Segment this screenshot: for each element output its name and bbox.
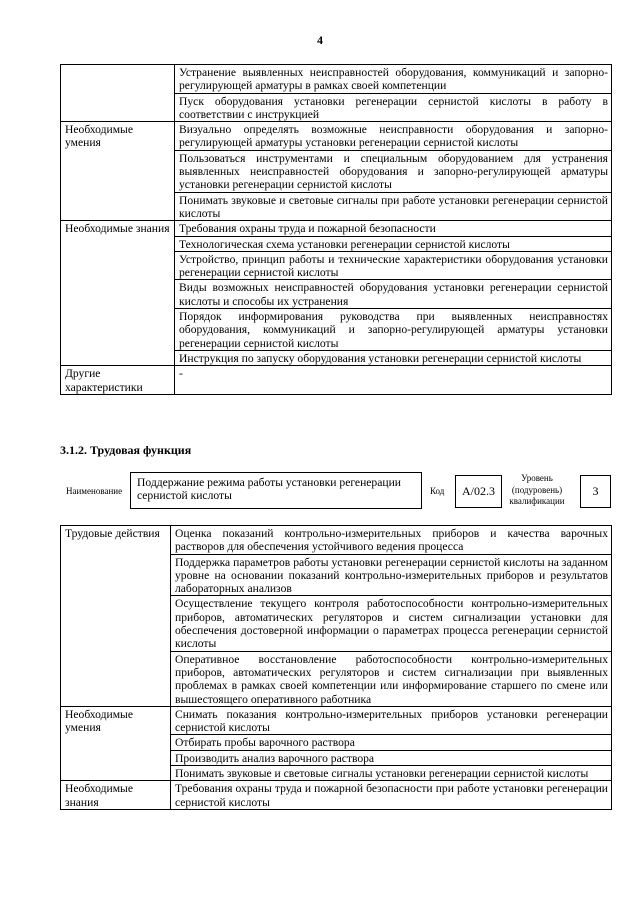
code-value-box: А/02.3 xyxy=(455,475,502,508)
row-text: Требования охраны труда и пожарной безопасности xyxy=(175,221,612,236)
table-row xyxy=(61,65,612,94)
table-row xyxy=(61,526,612,555)
row-text: Поддержка параметров работы установки регенерации сернистой кислоты на заданном уровне на основании показаний контрольно-измерительных приборов и результатов лабораторных анализов xyxy=(171,554,612,596)
row-text: Понимать звуковые и световые сигналы при работе установки регенерации сернистой кислоты xyxy=(175,192,612,221)
page-number: 4 xyxy=(317,33,323,47)
row-text: Производить анализ варочного раствора xyxy=(171,750,612,765)
row-label-knowledge: Необходимые знания xyxy=(61,221,175,366)
competencies-table-1 xyxy=(60,64,612,395)
row-text: Оперативное восстановление работоспособности контрольно-измерительных приборов, автоматических регуляторов и систем сигнализации при выявленных проблемах в рамках своей компетенции или информирование старшего по смене или вышестоящего оперативного работника xyxy=(171,651,612,706)
row-text: Снимать показания контрольно-измерительных приборов установки регенерации сернистой кислоты xyxy=(171,706,612,735)
row-text: Понимать звуковые и световые сигналы установки регенерации сернистой кислоты xyxy=(171,766,612,781)
row-text: Осуществление текущего контроля работоспособности контрольно-измерительных приборов, автоматических регуляторов и систем сигнализации установки для обеспечения достоверной информации о параметрах процесса регенерации сернистой кислоты xyxy=(171,596,612,651)
table-row xyxy=(61,122,612,151)
row-label-skills: Необходимые умения xyxy=(61,706,171,780)
row-label-knowledge: Необходимые знания xyxy=(61,781,171,810)
row-text: Технологическая схема установки регенерации сернистой кислоты xyxy=(175,236,612,251)
row-text: Инструкция по запуску оборудования установки регенерации сернистой кислоты xyxy=(175,350,612,365)
code-label: Код xyxy=(430,486,445,496)
row-text: - xyxy=(175,366,612,395)
row-label-skills: Необходимые умения xyxy=(61,122,175,221)
section-title: 3.1.2. Трудовая функция xyxy=(60,443,192,457)
competencies-table-2 xyxy=(60,525,612,810)
row-text: Отбирать пробы варочного раствора xyxy=(171,735,612,750)
name-label: Наименование xyxy=(66,486,123,496)
row-label-other: Другие характеристики xyxy=(61,366,175,395)
row-text: Пуск оборудования установки регенерации сернистой кислоты в работу в соответствии с инструкцией xyxy=(175,93,612,122)
row-text: Оценка показаний контрольно-измерительных приборов и качества варочных растворов для обеспечения устойчивого ведения процесса xyxy=(171,526,612,555)
table-row xyxy=(61,221,612,236)
level-label: Уровень (подуровень) квалификации xyxy=(509,473,565,506)
row-text: Требования охраны труда и пожарной безопасности при работе установки регенерации сернистой кислоты xyxy=(171,781,612,810)
table-row xyxy=(61,366,612,395)
level-value-box: 3 xyxy=(580,475,611,508)
row-text: Устройство, принцип работы и технические характеристики оборудования установки регенерации сернистой кислоты xyxy=(175,251,612,280)
name-value-box: Поддержание режима работы установки регенерации сернистой кислоты xyxy=(130,472,422,509)
row-label-actions: Трудовые действия xyxy=(61,526,171,707)
row-text: Визуально определять возможные неисправности оборудования и запорно-регулирующей арматуры установки регенерации сернистой кислоты xyxy=(175,122,612,151)
row-text: Виды возможных неисправностей оборудования установки регенерации сернистой кислоты и способы их устранения xyxy=(175,280,612,309)
row-text: Пользоваться инструментами и специальным оборудованием для устранения выявленных неисправностей оборудования и запорно-регулирующей арматуры установки регенерации сернистой кислоты xyxy=(175,150,612,192)
table-row xyxy=(61,781,612,810)
table-row xyxy=(61,706,612,735)
row-label xyxy=(61,65,175,122)
row-text: Устранение выявленных неисправностей оборудования, коммуникаций и запорно-регулирующей арматуры в рамках своей компетенции xyxy=(175,65,612,94)
row-text: Порядок информирования руководства при выявленных неисправностях оборудования, коммуникаций и запорно-регулирующей арматуры установки регенерации сернистой кислоты xyxy=(175,309,612,351)
